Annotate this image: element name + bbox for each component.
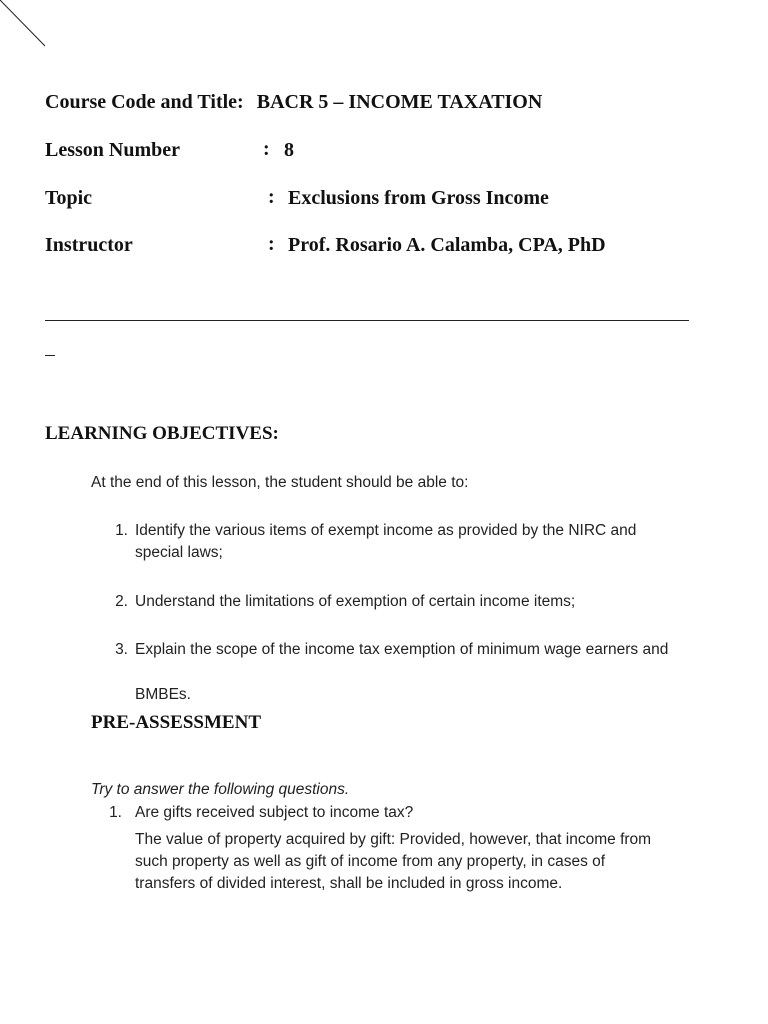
learning-objectives-title: LEARNING OBJECTIVES:	[45, 423, 279, 444]
answer-text: such property as well as gift of income from any property, in cases of	[135, 853, 606, 870]
corner-fold-line	[0, 0, 50, 50]
horizontal-divider	[45, 320, 689, 321]
objectives-intro: At the end of this lesson, the student should be able to:	[91, 474, 469, 491]
instructor-label: Instructor	[45, 234, 133, 256]
lesson-number-separator: :	[263, 138, 270, 160]
objective-text: Explain the scope of the income tax exemption of minimum wage earners and	[135, 641, 669, 658]
answer-text: transfers of divided interest, shall be included in gross income.	[135, 875, 563, 892]
objective-number: 3.	[115, 641, 128, 658]
pre-assessment-instruction: Try to answer the following questions.	[91, 781, 350, 798]
objective-text: Understand the limitations of exemption of certain income items;	[135, 593, 576, 610]
question-number: 1.	[109, 804, 122, 821]
course-value: BACR 5 – INCOME TAXATION	[256, 91, 543, 113]
lesson-number-label: Lesson Number	[45, 139, 181, 161]
objective-text: BMBEs.	[135, 686, 191, 703]
objective-text: special laws;	[135, 544, 223, 561]
topic-separator: :	[268, 186, 275, 208]
pre-assessment-title: PRE-ASSESSMENT	[91, 712, 261, 733]
topic-label: Topic	[45, 187, 93, 209]
answer-text: The value of property acquired by gift: Provided, however, that income from	[135, 831, 652, 848]
objective-text: Identify the various items of exempt income as provided by the NIRC and	[135, 522, 637, 539]
horizontal-divider-tail	[45, 355, 55, 356]
instructor-separator: :	[268, 233, 275, 255]
question-text: Are gifts received subject to income tax?	[135, 804, 414, 821]
course-code-title-row	[45, 90, 542, 114]
instructor-value: Prof. Rosario A. Calamba, CPA, PhD	[288, 234, 606, 256]
topic-value: Exclusions from Gross Income	[288, 187, 549, 209]
objective-number: 2.	[115, 593, 128, 610]
lesson-number-value: 8	[284, 139, 294, 161]
objective-number: 1.	[115, 522, 128, 539]
course-label: Course Code and Title:	[45, 91, 244, 113]
